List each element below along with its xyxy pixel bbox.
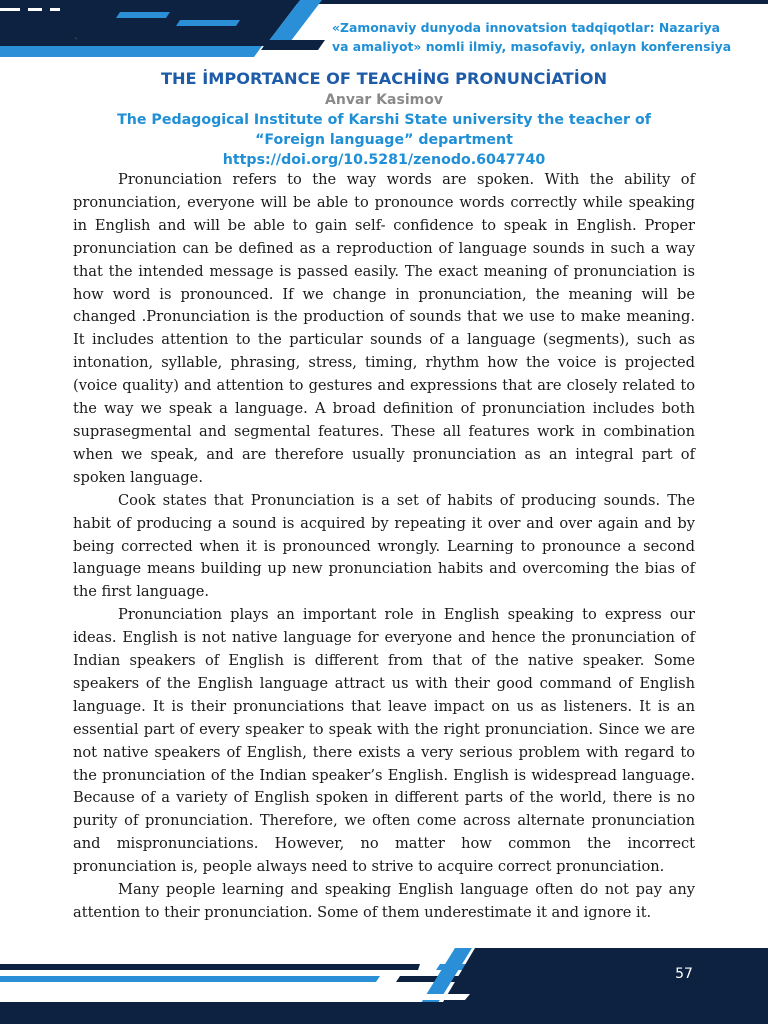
- conference-line-1: «Zamonaviy dunyoda innovatsion tadqiqotlar: Nazariya: [332, 20, 721, 35]
- article-body: [73, 169, 695, 925]
- doi-link[interactable]: https://doi.org/10.5281/zenodo.6047740: [222, 152, 546, 168]
- page-number: 57: [675, 966, 693, 982]
- paragraph: Many people learning and speaking English language often do not pay any attention to their pronunciation. Some of them underestimate it and ignore it.: [73, 881, 695, 921]
- conference-header: [332, 18, 762, 56]
- header-mark: `: [74, 38, 79, 49]
- author-name: Anvar Kasimov: [325, 92, 443, 108]
- conference-line-2: va amaliyot» nomli ilmiy, masofaviy, onlayn konferensiya: [332, 39, 732, 54]
- paragraph: Pronunciation plays an important role in English speaking to express our ideas. English is not native language for everyone and hence the pronunciation of Indian speakers of English is different from that of the native speaker. Some speakers of the English language attract us with their good command of English language. It is their pronunciations that leave impact on us as listeners. It is an essential part of every speaker to speak with the right pronunciation. Since we are not native speakers of English, there exists a very serious problem with regard to the pronunciation of the Indian speaker’s English. English is widespread language. Because of a variety of English spoken in different parts of the world, there is no purity of pronunciation. Therefore, we often come across alternate pronunciation and mispronunciations. However, no matter how common the incorrect pronunciation is, people always need to strive to acquire correct pronunciation.: [73, 606, 695, 876]
- affiliation-line-2: “Foreign language” department: [255, 132, 513, 148]
- footer-banner: [0, 942, 768, 1024]
- article-heading: [60, 68, 708, 170]
- paragraph: Cook states that Pronunciation is a set of habits of producing sounds. The habit of producing a sound is acquired by repeating it over and over again and by being corrected when it is pronounced wrongly. Learning to pronounce a second language means building up new pronunciation habits and overcoming the bias of the first language.: [73, 491, 695, 601]
- author-affiliation: [60, 110, 708, 150]
- paragraph: Pronunciation refers to the way words are spoken. With the ability of pronunciation, everyone will be able to pronounce words correctly while speaking in English and will be able to gain self- confidence to speak in English. Proper pronunciation can be defined as a reproduction of language sounds in such a way that the intended message is passed easily. The exact meaning of pronunciation is how word is pronounced. If we change in pronunciation, the meaning will be changed .Pronunciation is the production of sounds that we use to make meaning. It includes attention to the particular sounds of a language (segments), such as intonation, syllable, phrasing, stress, timing, rhythm how the voice is projected (voice quality) and attention to gestures and expressions that are closely related to the way we speak a language. A broad definition of pronunciation includes both suprasegmental and segmental features. These all features work in combination when we speak, and are therefore usually pronunciation as an integral part of spoken language.: [73, 171, 695, 486]
- article-title: THE İMPORTANCE OF TEACHİNG PRONUNCİATİON: [160, 69, 608, 88]
- affiliation-line-1: The Pedagogical Institute of Karshi State university the teacher of: [117, 112, 651, 128]
